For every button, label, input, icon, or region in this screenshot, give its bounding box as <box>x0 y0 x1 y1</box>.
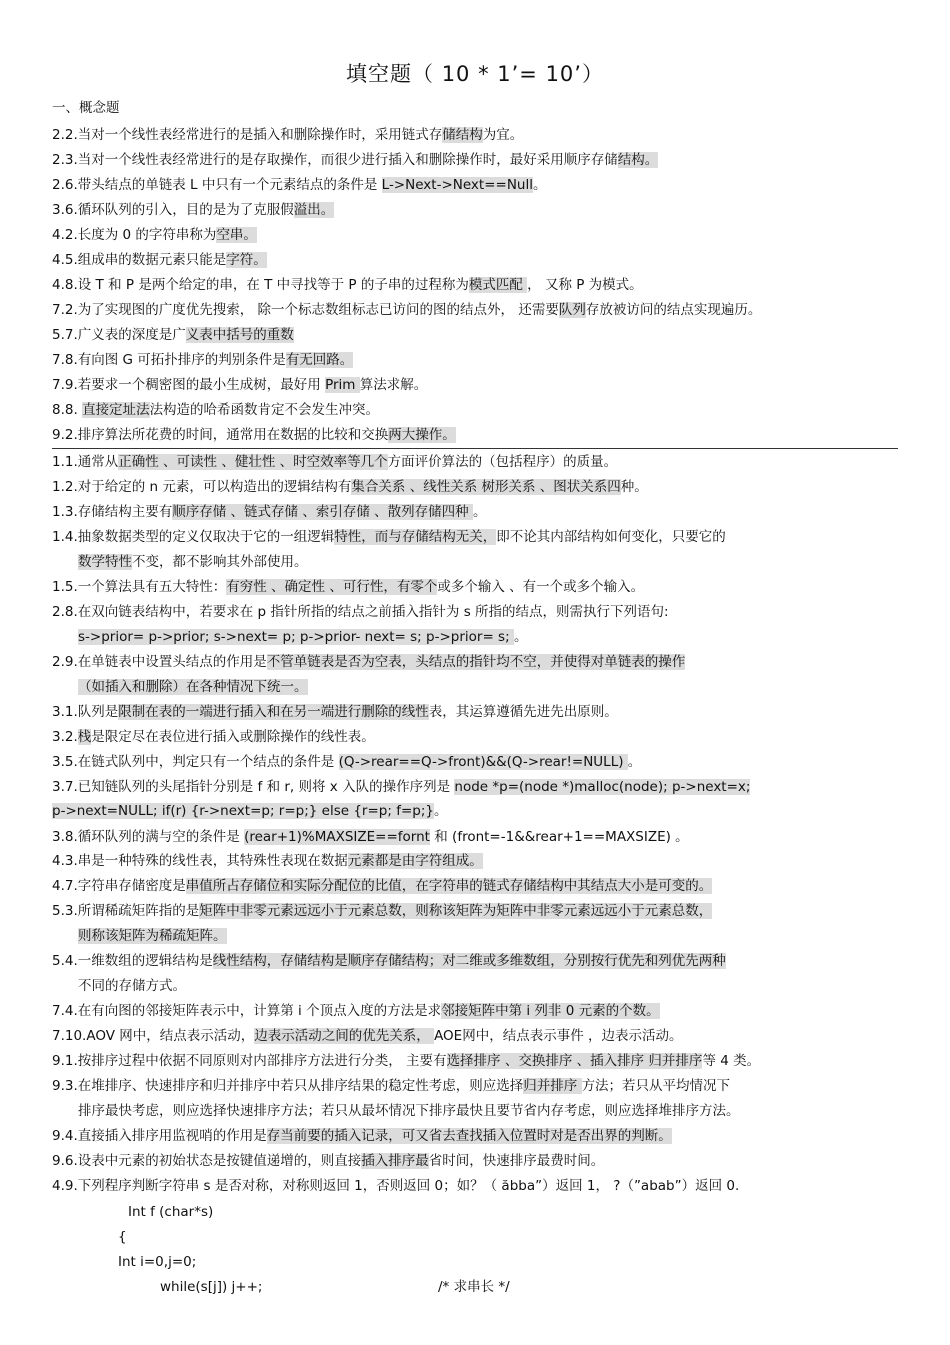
answer-highlight: 模式匹配 <box>468 277 528 293</box>
question-text: 7.4.在有向图的邻接矩阵表示中，计算第 i 个顶点入度的方法是求 <box>52 1003 442 1019</box>
question-text: 9.6.设表中元素的初始状态是按键值递增的，则直接 <box>52 1153 362 1169</box>
answer-highlight: 归并排序 <box>523 1078 582 1094</box>
question-text-tail: 省时间，快速排序最费时间。 <box>428 1153 605 1169</box>
question-text: 3.7.已知链队列的头尾指针分别是 f 和 r, 则将 x 入队的操作序列是 <box>52 779 455 795</box>
answer-highlight: L->Next->Next==Null <box>381 177 533 193</box>
question-text-tail: AOE网中，结点表示事件 ，边表示活动。 <box>434 1028 683 1044</box>
question-text-tail: 不同的存储方式。 <box>78 978 186 994</box>
question-text: 7.8.有向图 G 可拓扑排序的判别条件是 <box>52 352 286 368</box>
answer-highlight: 元素都是由字符组成。 <box>347 853 483 869</box>
question-line <box>52 1176 739 1196</box>
question-line <box>78 627 527 647</box>
question-text: 9.2.排序算法所花费的时间，通常用在数据的比较和交换 <box>52 427 389 443</box>
answer-highlight: 溢出。 <box>293 202 335 218</box>
question-line <box>78 552 308 572</box>
question-line <box>52 502 486 522</box>
question-line <box>52 300 761 320</box>
question-text: 7.9.若要求一个稠密图的最小生成树，最好用 <box>52 377 326 393</box>
answer-highlight: 队列 <box>558 302 586 318</box>
code-line: Int f (char*s) <box>128 1204 214 1220</box>
question-text: 4.3.串是一种特殊的线性表，其特殊性表现在数据 <box>52 853 348 869</box>
answer-highlight: 串值所占存储位和实际分配位的比值，在字符串的链式存储结构中其结点大小是可变的。 <box>185 878 713 894</box>
answer-highlight: node *p=(node *)malloc(node); p->next=x; <box>454 779 751 795</box>
question-line <box>52 325 294 345</box>
question-line <box>52 1051 760 1071</box>
question-text: 1.1.通常从 <box>52 454 119 470</box>
section-heading: 一、概念题 <box>52 100 120 116</box>
answer-highlight: 则称该矩阵为稀疏矩阵。 <box>78 928 227 944</box>
question-line <box>52 951 726 971</box>
answer-highlight: 正确性 、可读性 、健壮性 、时空效率等几个 <box>118 454 388 470</box>
question-line <box>52 425 456 445</box>
answer-highlight: 数学特性 <box>78 554 132 570</box>
answer-highlight: 义表中括号的重数 <box>185 327 294 343</box>
question-line <box>52 876 712 896</box>
question-text: 4.9.下列程序判断字符串 s 是否对称，对称则返回 1，否则返回 0；如？（ ăbba”）返回 1， ?（”abab”）返回 0. <box>52 1178 740 1194</box>
question-text-tail: 。 <box>513 629 528 645</box>
question-line <box>52 827 689 847</box>
question-line <box>52 452 617 472</box>
question-text-tail: 方法；若只从平均情况下 <box>581 1078 731 1094</box>
answer-highlight: 空串。 <box>216 227 257 243</box>
divider <box>52 448 898 449</box>
question-text: 5.7.广义表的深度是广 <box>52 327 186 343</box>
question-text: 4.7.字符串存储密度是 <box>52 878 186 894</box>
question-line <box>52 275 643 295</box>
question-text-tail: 算法求解。 <box>359 377 428 393</box>
question-line <box>52 400 379 420</box>
question-line <box>52 350 353 370</box>
question-text: 3.1.队列是 <box>52 704 119 720</box>
answer-highlight: 线性结构，存储结构是顺序存储结构；对二维或多维数组，分别按行优先和列优先两种 <box>212 953 726 969</box>
question-text: 7.10.AOV 网中，结点表示活动， <box>52 1028 255 1044</box>
question-text: 8.8. <box>52 402 83 418</box>
question-text-tail: ， 又称 P 为模式。 <box>527 277 643 293</box>
question-line <box>78 976 186 996</box>
answer-highlight: Prim <box>325 377 360 393</box>
answer-highlight: 结构。 <box>617 152 659 168</box>
question-line <box>52 652 685 672</box>
question-text: 5.3.所谓稀疏矩阵指的是 <box>52 903 200 919</box>
question-text: 1.2.对于给定的 n 元素，可以构造出的逻辑结构有 <box>52 479 352 495</box>
answer-highlight: (Q->rear==Q->front)&&(Q->rear!=NULL) <box>338 754 628 770</box>
question-line <box>52 702 618 722</box>
question-text: 9.3.在堆排序、快速排序和归并排序中若只从排序结果的稳定性考虑，则应选择 <box>52 1078 524 1094</box>
question-line <box>52 225 257 245</box>
question-text-tail: 和 (front=-1&&rear+1==MAXSIZE) 。 <box>429 829 689 845</box>
question-line <box>52 1126 672 1146</box>
question-text-tail: 法构造的哈希函数肯定不会发生冲突。 <box>149 402 380 418</box>
question-text-tail: 。 <box>433 803 448 819</box>
question-text: 2.8.在双向链表结构中，若要求在 p 指针所指的结点之前插入指针为 s 所指的结点，则需执行下列语句: <box>52 604 669 620</box>
question-text: 4.2.长度为 0 的字符串称为 <box>52 227 217 243</box>
code-line: Int i=0,j=0; <box>118 1254 197 1270</box>
question-line <box>52 1076 730 1096</box>
question-line <box>52 125 523 145</box>
answer-highlight: 有无回路。 <box>285 352 354 368</box>
code-comment: /* 求串长 */ <box>438 1279 510 1295</box>
question-text: 1.4.抽象数据类型的定义仅取决于它的一组逻辑 <box>52 529 335 545</box>
answer-highlight: 顺序存储 、链式存储 、索引存储 、散列存储四种 <box>172 504 473 520</box>
question-line <box>52 1026 683 1046</box>
question-line <box>52 851 483 871</box>
question-text-tail: 排序最快考虑，则应选择快速排序方法；若只从最坏情况下排序最快且要节省内存考虑，则应选择堆排序方法。 <box>78 1103 740 1119</box>
question-text-tail: 。 <box>532 177 547 193</box>
question-line <box>52 375 427 395</box>
question-text-tail: 不变，都不影响其外部使用。 <box>132 554 308 570</box>
answer-highlight: 限制在表的一端进行插入和在另一端进行删除的线性 <box>118 704 429 720</box>
answer-highlight: 选择排序 、交换排序 、插入排序 归并排序 <box>446 1053 703 1069</box>
answer-highlight: （如插入和删除）在各种情况下统一。 <box>78 679 308 695</box>
answer-highlight: (rear+1)%MAXSIZE==fornt <box>244 829 430 845</box>
question-line <box>52 602 669 622</box>
question-line <box>52 577 644 597</box>
answer-highlight: 存当前要的插入记录，可又省去查找插入位置时对是否出界的判断。 <box>266 1128 672 1144</box>
question-line <box>52 200 334 220</box>
question-line <box>52 801 447 821</box>
question-text: 4.5.组成串的数据元素只能是 <box>52 252 227 268</box>
answer-highlight: 矩阵中非零元素远远小于元素总数，则称该矩阵为矩阵中非零元素远远小于元素总数， <box>199 903 713 919</box>
question-text-tail: 存放被访问的结点实现遍历。 <box>585 302 762 318</box>
answer-highlight: 储结构 <box>442 127 483 143</box>
question-line <box>52 527 726 547</box>
question-line <box>52 250 267 270</box>
question-line <box>52 175 546 195</box>
question-text: 2.9.在单链表中设置头结点的作用是 <box>52 654 267 670</box>
code-line: { <box>118 1229 127 1245</box>
question-text-tail: 为宜。 <box>482 127 524 143</box>
answer-highlight: 栈 <box>77 729 92 745</box>
question-text-tail: 方面评价算法的（包括程序）的质量。 <box>387 454 618 470</box>
question-text: 3.8.循环队列的满与空的条件是 <box>52 829 245 845</box>
question-text-tail: 是限定尽在表位进行插入或删除操作的线性表。 <box>91 729 375 745</box>
question-text: 3.6.循环队列的引入，目的是为了克服假 <box>52 202 294 218</box>
question-text-tail: 或多个输入 、有一个或多个输入。 <box>437 579 645 595</box>
question-text: 3.2. <box>52 729 78 745</box>
answer-highlight: 邻接矩阵中第 i 列非 0 元素的个数。 <box>441 1003 660 1019</box>
question-text: 2.2.当对一个线性表经常进行的是插入和删除操作时，采用链式存 <box>52 127 443 143</box>
question-text: 2.3.当对一个线性表经常进行的是存取操作，而很少进行插入和删除操作时，最好采用顺序存储 <box>52 152 618 168</box>
question-line <box>52 150 658 170</box>
question-text: 2.6.带头结点的单链表 L 中只有一个元素结点的条件是 <box>52 177 382 193</box>
question-line <box>78 1101 740 1121</box>
question-text: 3.5.在链式队列中，判定只有一个结点的条件是 <box>52 754 339 770</box>
answer-highlight: p->next=NULL; if(r) {r->next=p; r=p;} else {r=p; f=p;} <box>52 803 434 819</box>
question-text: 9.1.按排序过程中依据不同原则对内部排序方法进行分类， 主要有 <box>52 1053 447 1069</box>
question-line <box>52 901 712 921</box>
answer-highlight: 插入排序最 <box>361 1153 429 1169</box>
question-text-tail: 即不论其内部结构如何变化，只要它的 <box>496 529 726 545</box>
question-text-tail: 表，其运算遵循先进先出原则。 <box>428 704 618 720</box>
answer-highlight: 两大操作。 <box>388 427 456 443</box>
question-text-tail: 种。 <box>620 479 648 495</box>
question-text: 5.4.一维数组的逻辑结构是 <box>52 953 213 969</box>
question-text: 1.3.存储结构主要有 <box>52 504 173 520</box>
answer-highlight: 字符。 <box>226 252 267 268</box>
answer-highlight: 不管单链表是否为空表，头结点的指针均不空，并使得对单链表的操作 <box>266 654 686 670</box>
question-text-tail: 。 <box>627 754 642 770</box>
question-line <box>78 926 227 946</box>
answer-highlight: 有穷性 、确定性 、可行性，有零个 <box>226 579 438 595</box>
question-text: 1.5.一个算法具有五大特性： <box>52 579 227 595</box>
question-text-tail: 。 <box>472 504 487 520</box>
question-line <box>52 727 375 747</box>
question-text-tail: 等 4 类。 <box>702 1053 761 1069</box>
question-line <box>52 752 641 772</box>
question-text: 7.2.为了实现图的广度优先搜索， 除一个标志数组标志已访问的图的结点外， 还需要 <box>52 302 559 318</box>
question-line <box>52 1001 660 1021</box>
question-text: 4.8.设 T 和 P 是两个给定的串，在 T 中寻找等于 P 的子串的过程称为 <box>52 277 469 293</box>
question-line <box>52 777 750 797</box>
answer-highlight: 边表示活动之间的优先关系， <box>254 1028 435 1044</box>
question-line <box>52 1151 604 1171</box>
answer-highlight: s->prior= p->prior; s->next= p; p->prior- next= s; p->prior= s; <box>78 629 514 645</box>
question-line <box>52 477 648 497</box>
page-title: 填空题（ 10 * 1’= 10’） <box>346 62 604 86</box>
question-line <box>78 677 308 697</box>
answer-highlight: 特性，而与存储结构无关， <box>334 529 497 545</box>
answer-highlight: 直接定址法 <box>82 402 150 418</box>
answer-highlight: 集合关系 、线性关系 树形关系 、图状关系四 <box>351 479 621 495</box>
code-line: while(s[j]) j++; <box>160 1279 263 1295</box>
question-text: 9.4.直接插入排序用监视哨的作用是 <box>52 1128 267 1144</box>
